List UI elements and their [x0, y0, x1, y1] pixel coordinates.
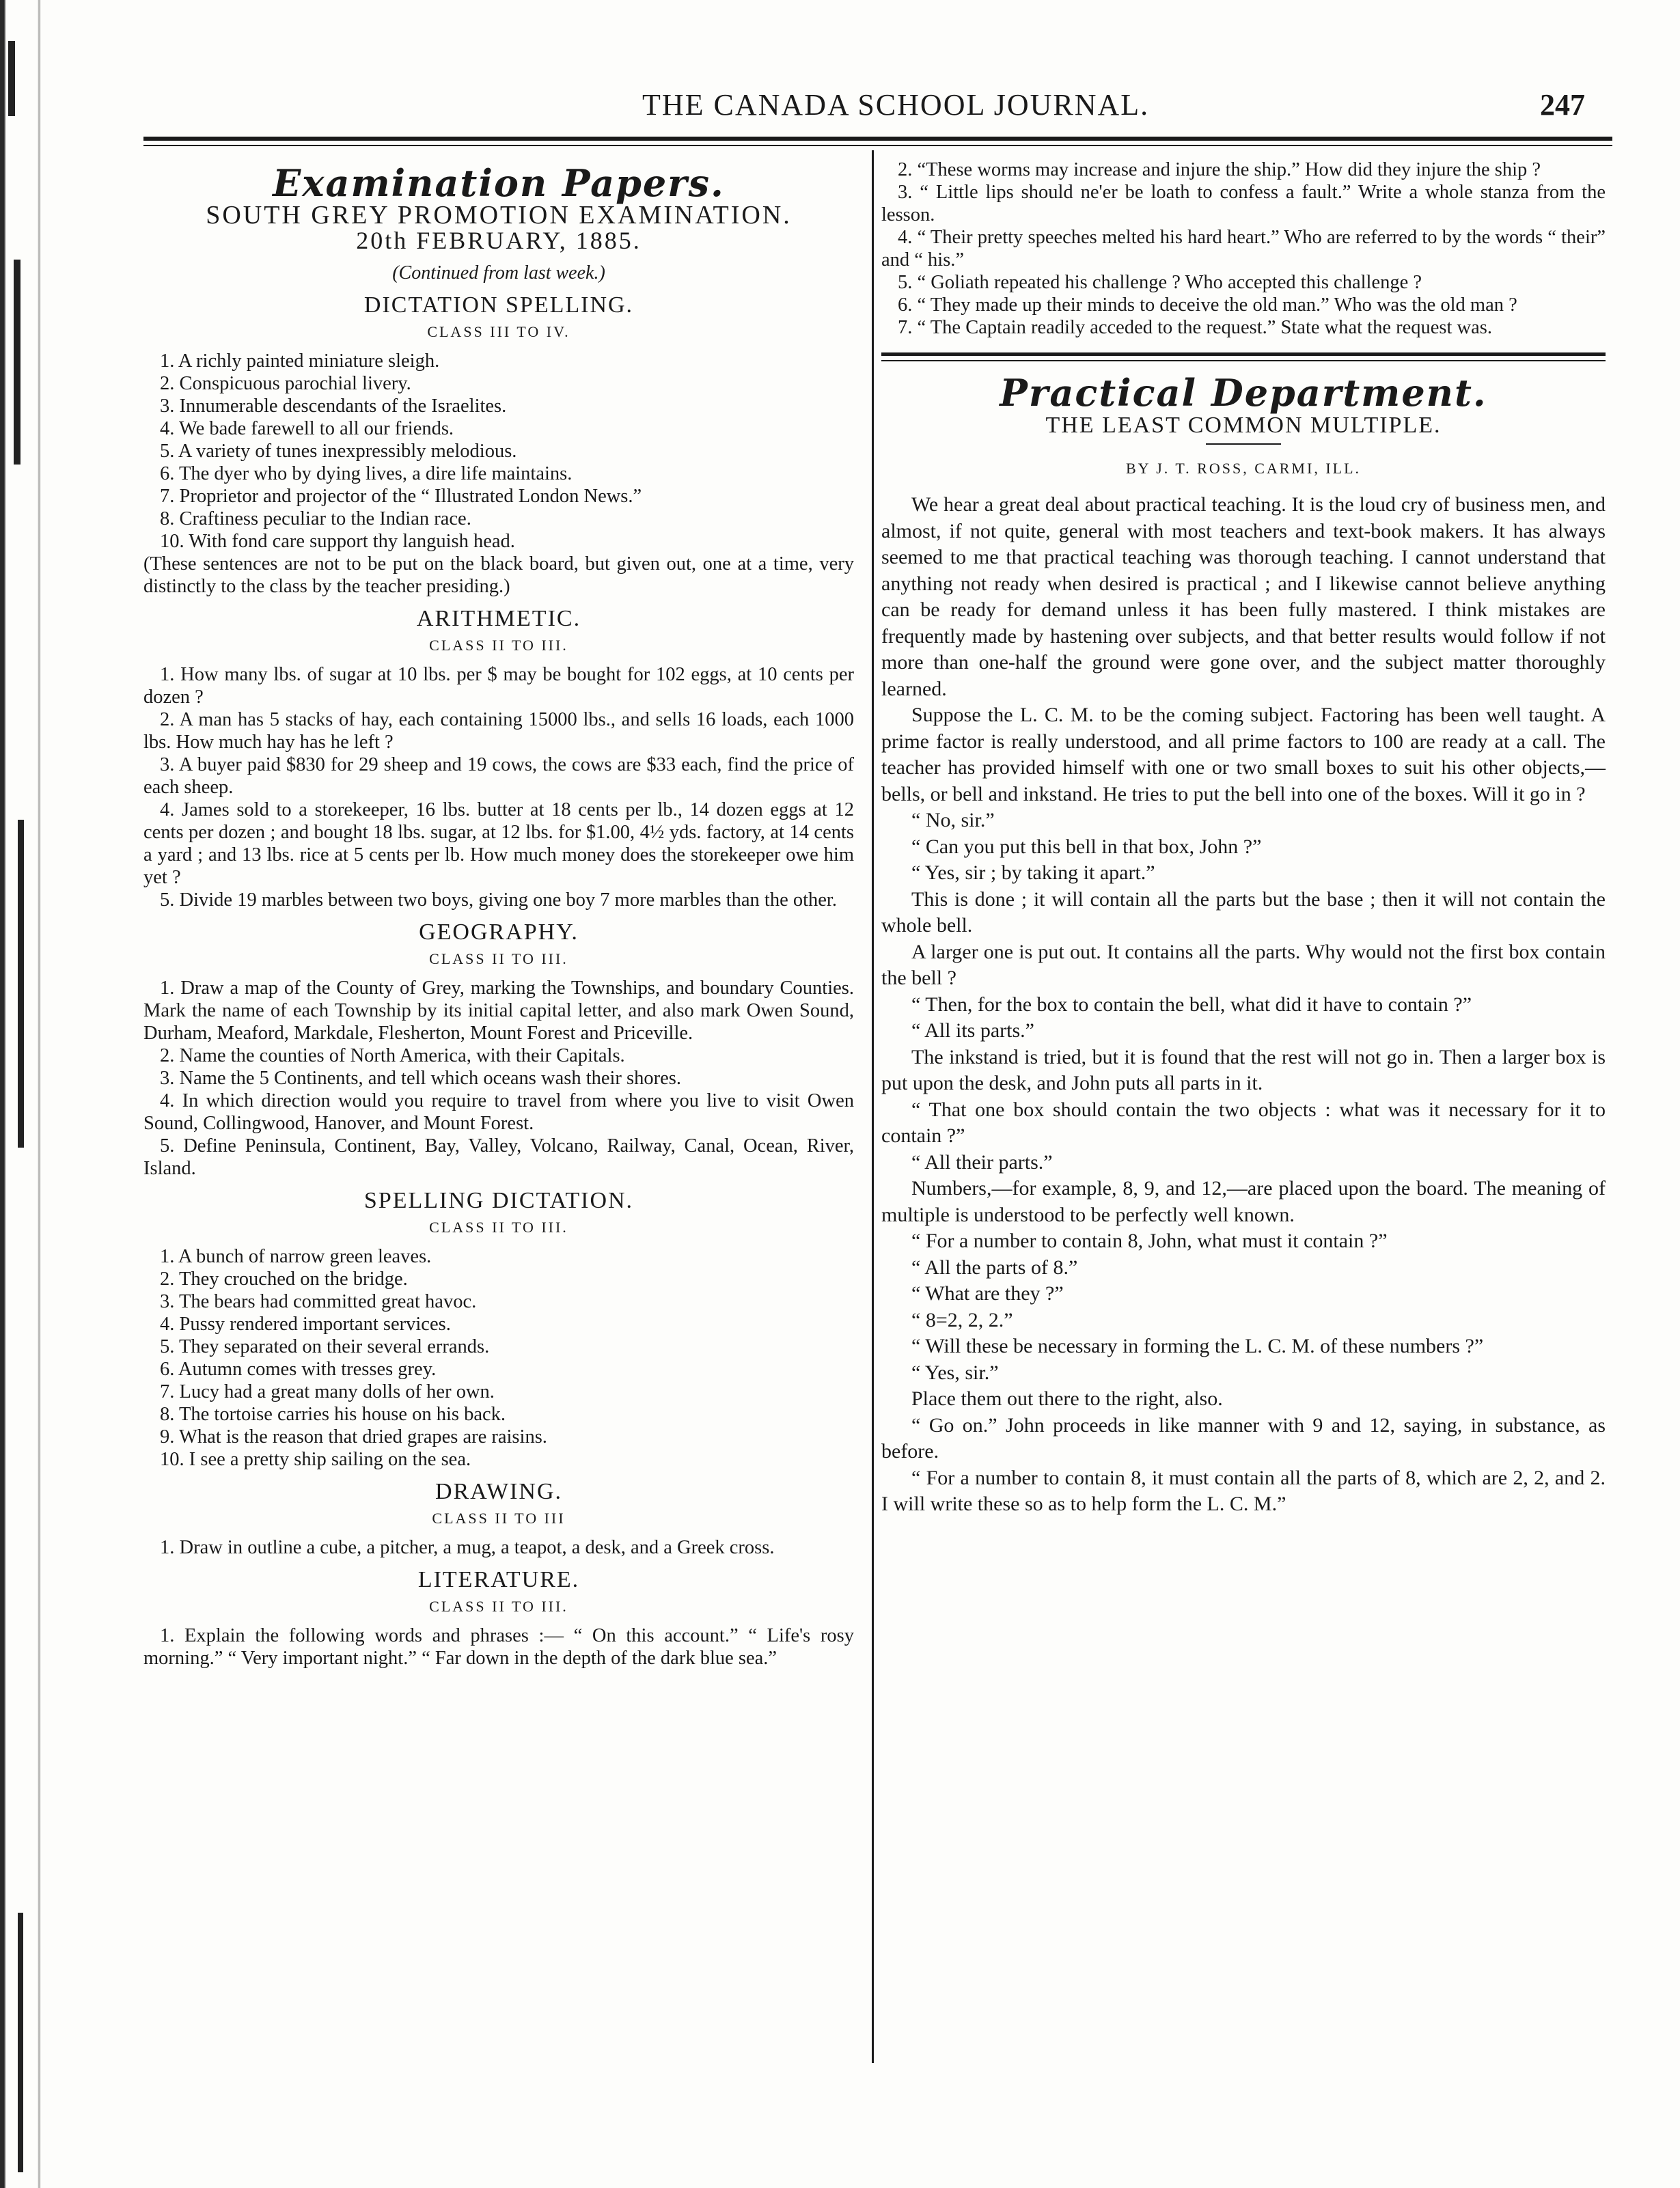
list-item: 7. Lucy had a great many dolls of her own. — [160, 1381, 495, 1402]
list-item: 2. Conspicuous parochial livery. — [160, 373, 411, 394]
list-item: 7. “ The Captain readily acceded to the request.” State what the request was. — [898, 317, 1492, 338]
list-item: 10. With fond care support thy languish head. — [160, 531, 515, 552]
list-item: 6. The dyer who by dying lives, a dire life maintains. — [160, 463, 573, 484]
section-heading: SPELLING DICTATION. — [363, 1188, 634, 1213]
scan-artifact — [14, 260, 20, 465]
section-rule-thin — [881, 360, 1606, 361]
list-item: 4. James sold to a storekeeper, 16 lbs. butter at 18 cents per lb., 14 dozen eggs at 12 cents per dozen ; and bought 18 lbs. sugar, at 12 lbs. for $1.00, 4½ yds. factory, at 14 cents a yard ; and 13 lbs. rice at 5 cents per lb. How much money does the storekeeper owe him yet ? — [143, 799, 854, 888]
paragraph: “ No, sir.” — [911, 809, 995, 831]
paragraph: “ Will these be necessary in forming the L. C. M. of these numbers ?” — [911, 1335, 1484, 1357]
list-item: 1. A bunch of narrow green leaves. — [160, 1246, 432, 1267]
paragraph: “ Yes, sir ; by taking it apart.” — [911, 861, 1155, 884]
list-item: 4. Pussy rendered important services. — [160, 1314, 451, 1335]
exam-title: SOUTH GREY PROMOTION EXAMINATION. — [206, 201, 792, 230]
paragraph: “ Then, for the box to contain the bell, what did it have to contain ?” — [911, 993, 1472, 1016]
paragraph: Suppose the L. C. M. to be the coming subject. Factoring has been well taught. A prime factor is really understood, and all prime factors to 100 are ready at a call. The teacher has provided himself with one or two small boxes to suit his other objects,—bells, or bell and inkstand. He tries to put the bell into one of the boxes. Will it go in ? — [881, 704, 1606, 805]
list-item: 10. I see a pretty ship sailing on the sea. — [160, 1449, 471, 1470]
list-item: 5. Define Peninsula, Continent, Bay, Valley, Volcano, Railway, Canal, Ocean, River, Island. — [143, 1135, 854, 1179]
list-item: 1. How many lbs. of sugar at 10 lbs. per $ may be bought for 102 eggs, at 10 cents per dozen ? — [143, 664, 854, 708]
scan-artifact — [8, 41, 15, 116]
list-item: 3. Name the 5 Continents, and tell which oceans wash their shores. — [160, 1068, 681, 1089]
paragraph: The inkstand is tried, but it is found that the rest will not go in. Then a larger box is put upon the desk, and John puts all parts in it. — [881, 1045, 1606, 1094]
section-title: Practical Department. — [1000, 371, 1487, 415]
paragraph: “ That one box should contain the two objects : what was it necessary for it to contain ?” — [881, 1098, 1606, 1147]
list-item: 8. The tortoise carries his house on his back. — [160, 1404, 506, 1425]
list-item: 3. A buyer paid $830 for 29 sheep and 19 cows, the cows are $33 each, find the price of each sheep. — [143, 754, 854, 798]
list-item: 6. “ They made up their minds to deceive the old man.” Who was the old man ? — [898, 294, 1517, 316]
section-heading: DICTATION SPELLING. — [363, 292, 634, 318]
list-item: 2. “These worms may increase and injure the ship.” How did they injure the ship ? — [898, 159, 1541, 180]
left-column — [143, 158, 854, 1670]
class-label: CLASS II TO III. — [429, 1219, 568, 1236]
list-item: 8. Craftiness peculiar to the Indian race. — [160, 508, 471, 529]
class-label: CLASS III TO IV. — [427, 323, 570, 340]
section-title: Examination Papers. — [273, 161, 725, 205]
paragraph: “ 8=2, 2, 2.” — [911, 1308, 1013, 1331]
page-number: 247 — [1540, 88, 1585, 122]
paragraph: “ Yes, sir.” — [911, 1361, 999, 1384]
list-item: 6. Autumn comes with tresses grey. — [160, 1359, 437, 1380]
class-label: CLASS II TO III. — [429, 1598, 568, 1615]
section-rule — [881, 352, 1606, 356]
exam-date: 20th FEBRUARY, 1885. — [356, 227, 642, 254]
paragraph: “ Go on.” John proceeds in like manner with 9 and 12, saying, in substance, as before. — [881, 1413, 1606, 1463]
paragraph: “ For a number to contain 8, John, what must it contain ?” — [911, 1230, 1388, 1252]
paragraph: “ What are they ?” — [911, 1282, 1064, 1305]
list-item: 3. The bears had committed great havoc. — [160, 1291, 477, 1312]
paragraph: “ All its parts.” — [911, 1019, 1034, 1042]
list-item: 3. “ Little lips should ne'er be loath to confess a fault.” Write a whole stanza from the lesson. — [881, 182, 1606, 225]
right-column — [881, 158, 1606, 1518]
list-item: 2. They crouched on the bridge. — [160, 1269, 408, 1290]
header-rule-thin — [143, 145, 1612, 146]
list-item: 7. Proprietor and projector of the “ Illustrated London News.” — [160, 486, 642, 507]
list-item: 5. “ Goliath repeated his challenge ? Who accepted this challenge ? — [898, 272, 1422, 293]
list-item: 1. A richly painted miniature sleigh. — [160, 350, 440, 372]
paragraph: “ All the parts of 8.” — [911, 1256, 1078, 1279]
section-heading: DRAWING. — [435, 1479, 563, 1504]
list-item: 9. What is the reason that dried grapes are raisins. — [160, 1426, 547, 1448]
paragraph: Numbers,—for example, 8, 9, and 12,—are placed upon the board. The meaning of multiple is understood to be perfectly well known. — [881, 1177, 1606, 1226]
paragraph: Place them out there to the right, also. — [911, 1387, 1223, 1410]
list-item: 2. Name the counties of North America, with their Capitals. — [160, 1045, 625, 1066]
list-item: 3. Innumerable descendants of the Israelites. — [160, 396, 507, 417]
continued-note: (Continued from last week.) — [392, 262, 605, 283]
byline: BY J. T. ROSS, CARMI, ILL. — [1125, 460, 1362, 477]
list-item: 1. Explain the following words and phrases :— “ On this account.” “ Life's rosy morning.” “ Very important night.” “ Far down in the depth of the dark blue sea.” — [143, 1625, 854, 1669]
list-item: 4. We bade farewell to all our friends. — [160, 418, 454, 439]
article-title: THE LEAST COMMON MULTIPLE. — [1045, 413, 1442, 438]
list-item: 5. Divide 19 marbles between two boys, giving one boy 7 more marbles than the other. — [160, 889, 837, 911]
class-label: CLASS II TO III. — [429, 637, 568, 654]
running-head — [143, 82, 1612, 130]
list-item: 1. Draw a map of the County of Grey, marking the Townships, and boundary Counties. Mark the name of each Township by its initial capital letter, and also mark Owen Sound, Durham, Meaford, Markdale, Flesherton, Mount Forest and Priceville. — [143, 978, 854, 1044]
column-divider — [872, 150, 874, 2063]
list-item: 4. “ Their pretty speeches melted his hard heart.” Who are referred to by the words “ their” and “ his.” — [881, 227, 1606, 271]
teacher-note: (These sentences are not to be put on the black board, but given out, one at a time, very distinctly to the class by the teacher presiding.) — [143, 553, 854, 597]
scan-artifact — [18, 820, 24, 1148]
paragraph: “ For a number to contain 8, it must contain all the parts of 8, which are 2, 2, and 2. I will write these so as to help form the L. C. M.” — [881, 1466, 1606, 1515]
journal-title: THE CANADA SCHOOL JOURNAL. — [642, 88, 1150, 122]
list-item: 4. In which direction would you require to travel from where you live to visit Owen Sound, Collingwood, Hanover, and Mount Forest. — [143, 1090, 854, 1134]
paragraph: This is done ; it will contain all the parts but the base ; then it will not contain the whole bell. — [881, 887, 1606, 937]
list-item: 5. They separated on their several errands. — [160, 1336, 490, 1357]
paragraph: We hear a great deal about practical teaching. It is the loud cry of business men, and almost, if not quite, general with most teachers and text-book makers. It has always seemed to me that practical teaching was thorough teaching. I cannot understand that anything not ready when desired is practical ; and I likewise cannot believe anything can be ready for demand unless it has been fully mastered. I think mistakes are frequently made by hastening over subjects, and that better results would follow if not more than one-half the ground were gone over, and the subject matter thoroughly learned. — [881, 493, 1606, 700]
class-label: CLASS II TO III — [432, 1510, 566, 1527]
paragraph: “ All their parts.” — [911, 1150, 1053, 1174]
list-item: 1. Draw in outline a cube, a pitcher, a mug, a teapot, a desk, and a Greek cross. — [160, 1537, 775, 1558]
class-label: CLASS II TO III. — [429, 950, 568, 967]
section-heading: GEOGRAPHY. — [419, 919, 579, 945]
paragraph: A larger one is put out. It contains all the parts. Why would not the first box contain the bell ? — [881, 940, 1606, 989]
list-item: 2. A man has 5 stacks of hay, each containing 15000 lbs., and sells 16 loads, each 1000 lbs. How much hay has he left ? — [143, 709, 854, 753]
scan-artifact — [18, 1913, 23, 2172]
list-item: 5. A variety of tunes inexpressibly melodious. — [160, 441, 517, 462]
header-rule — [143, 137, 1612, 141]
section-heading: ARITHMETIC. — [416, 606, 581, 631]
section-heading: LITERATURE. — [417, 1567, 580, 1592]
paragraph: “ Can you put this bell in that box, John ?” — [911, 835, 1262, 858]
title-rule — [1206, 443, 1281, 445]
